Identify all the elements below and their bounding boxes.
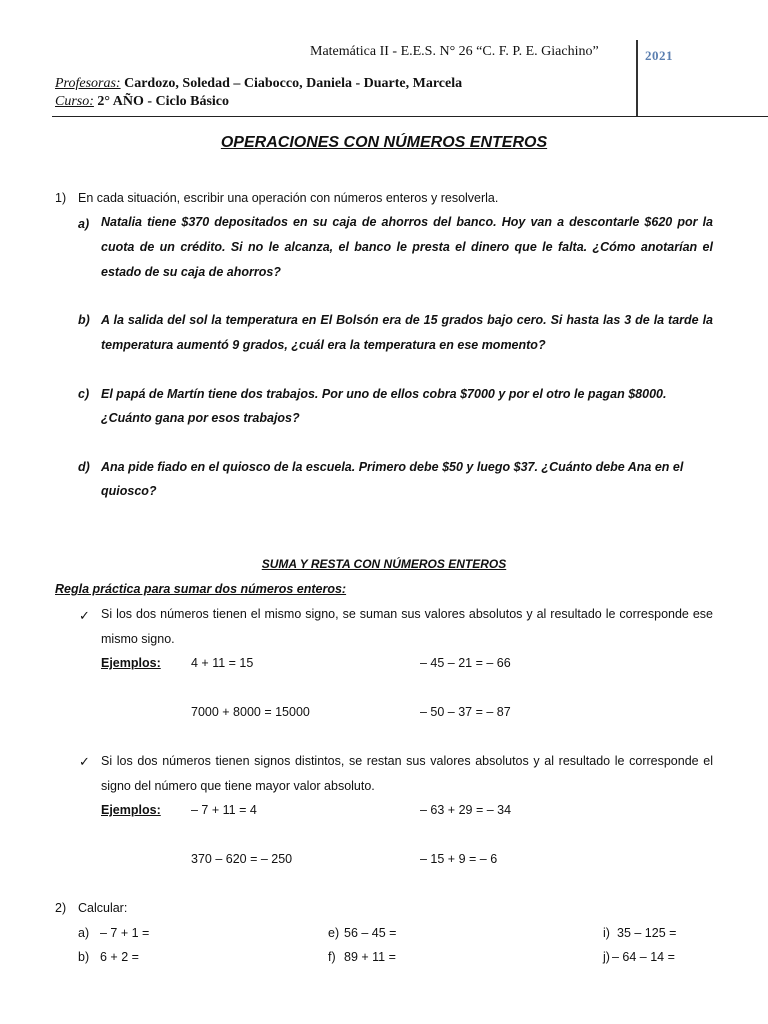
exercise1-c-letter: c) — [78, 387, 90, 401]
checkmark-icon: ✓ — [79, 754, 90, 769]
year-label: 2021 — [645, 48, 673, 63]
course-row — [55, 94, 229, 110]
exercise1-d-line2: quiosco? — [101, 484, 157, 498]
exercise2-i-expr: 35 – 125 = — [617, 926, 677, 940]
exercise1-d-letter: d) — [78, 460, 90, 474]
page-title: OPERACIONES CON NÚMEROS ENTEROS — [220, 134, 548, 151]
exercise1-c-line2: ¿Cuánto gana por esos trabajos? — [101, 411, 300, 425]
rule2-example-1: – 7 + 11 = 4 — [191, 803, 257, 817]
header-divider — [636, 40, 638, 116]
exercise2-e-expr: 56 – 45 = — [344, 926, 397, 940]
exercise2-b-letter: b) — [78, 950, 90, 964]
rule1-example-1: 4 + 11 = 15 — [191, 656, 254, 670]
exercise1-a-text: Natalia tiene $370 depositados en su caja de ahorros del banco. Hoy van a descontarle $620 por la cuota de un crédito. Si no le alcanza, el banco le presta el dinero que le falta. ¿Cómo anotarían el estado de su caja de ahorros? — [101, 215, 713, 279]
rule2-example-3: 370 – 620 = – 250 — [191, 852, 293, 866]
exercise2-f-expr: 89 + 11 = — [344, 950, 396, 964]
exercise2-a-expr: – 7 + 1 = — [100, 926, 150, 940]
exercise1-d-line1: Ana pide fiado en el quiosco de la escuela. Primero debe $50 y luego $37. ¿Cuánto debe Ana en el — [101, 460, 684, 474]
exercise2-a-letter: a) — [78, 926, 90, 940]
teachers-label: Profesoras: — [55, 76, 121, 91]
rule1-example-2: – 45 – 21 = – 66 — [420, 656, 511, 670]
course-label: Curso: — [55, 94, 94, 109]
rule2-example-2: – 63 + 29 = – 34 — [420, 803, 512, 817]
checkmark-icon: ✓ — [79, 608, 90, 623]
rule1-text: Si los dos números tienen el mismo signo, se suman sus valores absolutos y al resultado le corresponde ese mismo signo. — [101, 607, 713, 646]
course-value: 2° AÑO - Ciclo Básico — [93, 94, 229, 109]
exercise2-j-expr: – 64 – 14 = — [612, 950, 675, 964]
exercise1-a-letter: a) — [78, 217, 90, 231]
exercise2-i-letter: i) — [603, 926, 610, 940]
course-header: Matemática II - E.E.S. N° 26 “C. F. P. E. Giachino” — [310, 44, 599, 59]
exercise1-number: 1) — [55, 191, 67, 205]
exercise1-b-text: A la salida del sol la temperatura en El Bolsón era de 15 grados bajo cero. Si hasta las 3 de la tarde la temperatura aumentó 9 grados, ¿cuál era la temperatura en ese momento? — [101, 313, 713, 352]
teachers-row — [55, 76, 462, 92]
exercise2-e-letter: e) — [328, 926, 340, 940]
exercise2-f-letter: f) — [328, 950, 336, 964]
exercise2-number: 2) — [55, 901, 67, 915]
rule1-example-3: 7000 + 8000 = 15000 — [191, 705, 310, 719]
rule2-text: Si los dos números tienen signos distintos, se restan sus valores absolutos y al resultado le corresponde el signo del número que tiene mayor valor absoluto. — [101, 754, 713, 793]
exercise2-b-expr: 6 + 2 = — [100, 950, 139, 964]
exercise2-j-letter: j) — [603, 950, 610, 964]
exercise2-instruction: Calcular: — [78, 901, 128, 915]
exercise1-instruction: En cada situación, escribir una operación con números enteros y resolverla. — [78, 191, 499, 205]
exercise1-c-line1: El papá de Martín tiene dos trabajos. Por uno de ellos cobra $7000 y por el otro le pagan $8000. — [101, 387, 667, 401]
rule-title: Regla práctica para sumar dos números enteros: — [55, 582, 347, 596]
header-rule — [52, 116, 768, 117]
section-title: SUMA Y RESTA CON NÚMEROS ENTEROS — [261, 557, 507, 571]
rule1-examples-label: Ejemplos: — [101, 656, 161, 670]
exercise1-b-letter: b) — [78, 313, 90, 327]
teachers-value: Cardozo, Soledad – Ciabocco, Daniela - Duarte, Marcela — [120, 76, 463, 91]
rule2-example-4: – 15 + 9 = – 6 — [420, 852, 498, 866]
rule1-example-4: – 50 – 37 = – 87 — [420, 705, 511, 719]
rule2-examples-label: Ejemplos: — [101, 803, 161, 817]
